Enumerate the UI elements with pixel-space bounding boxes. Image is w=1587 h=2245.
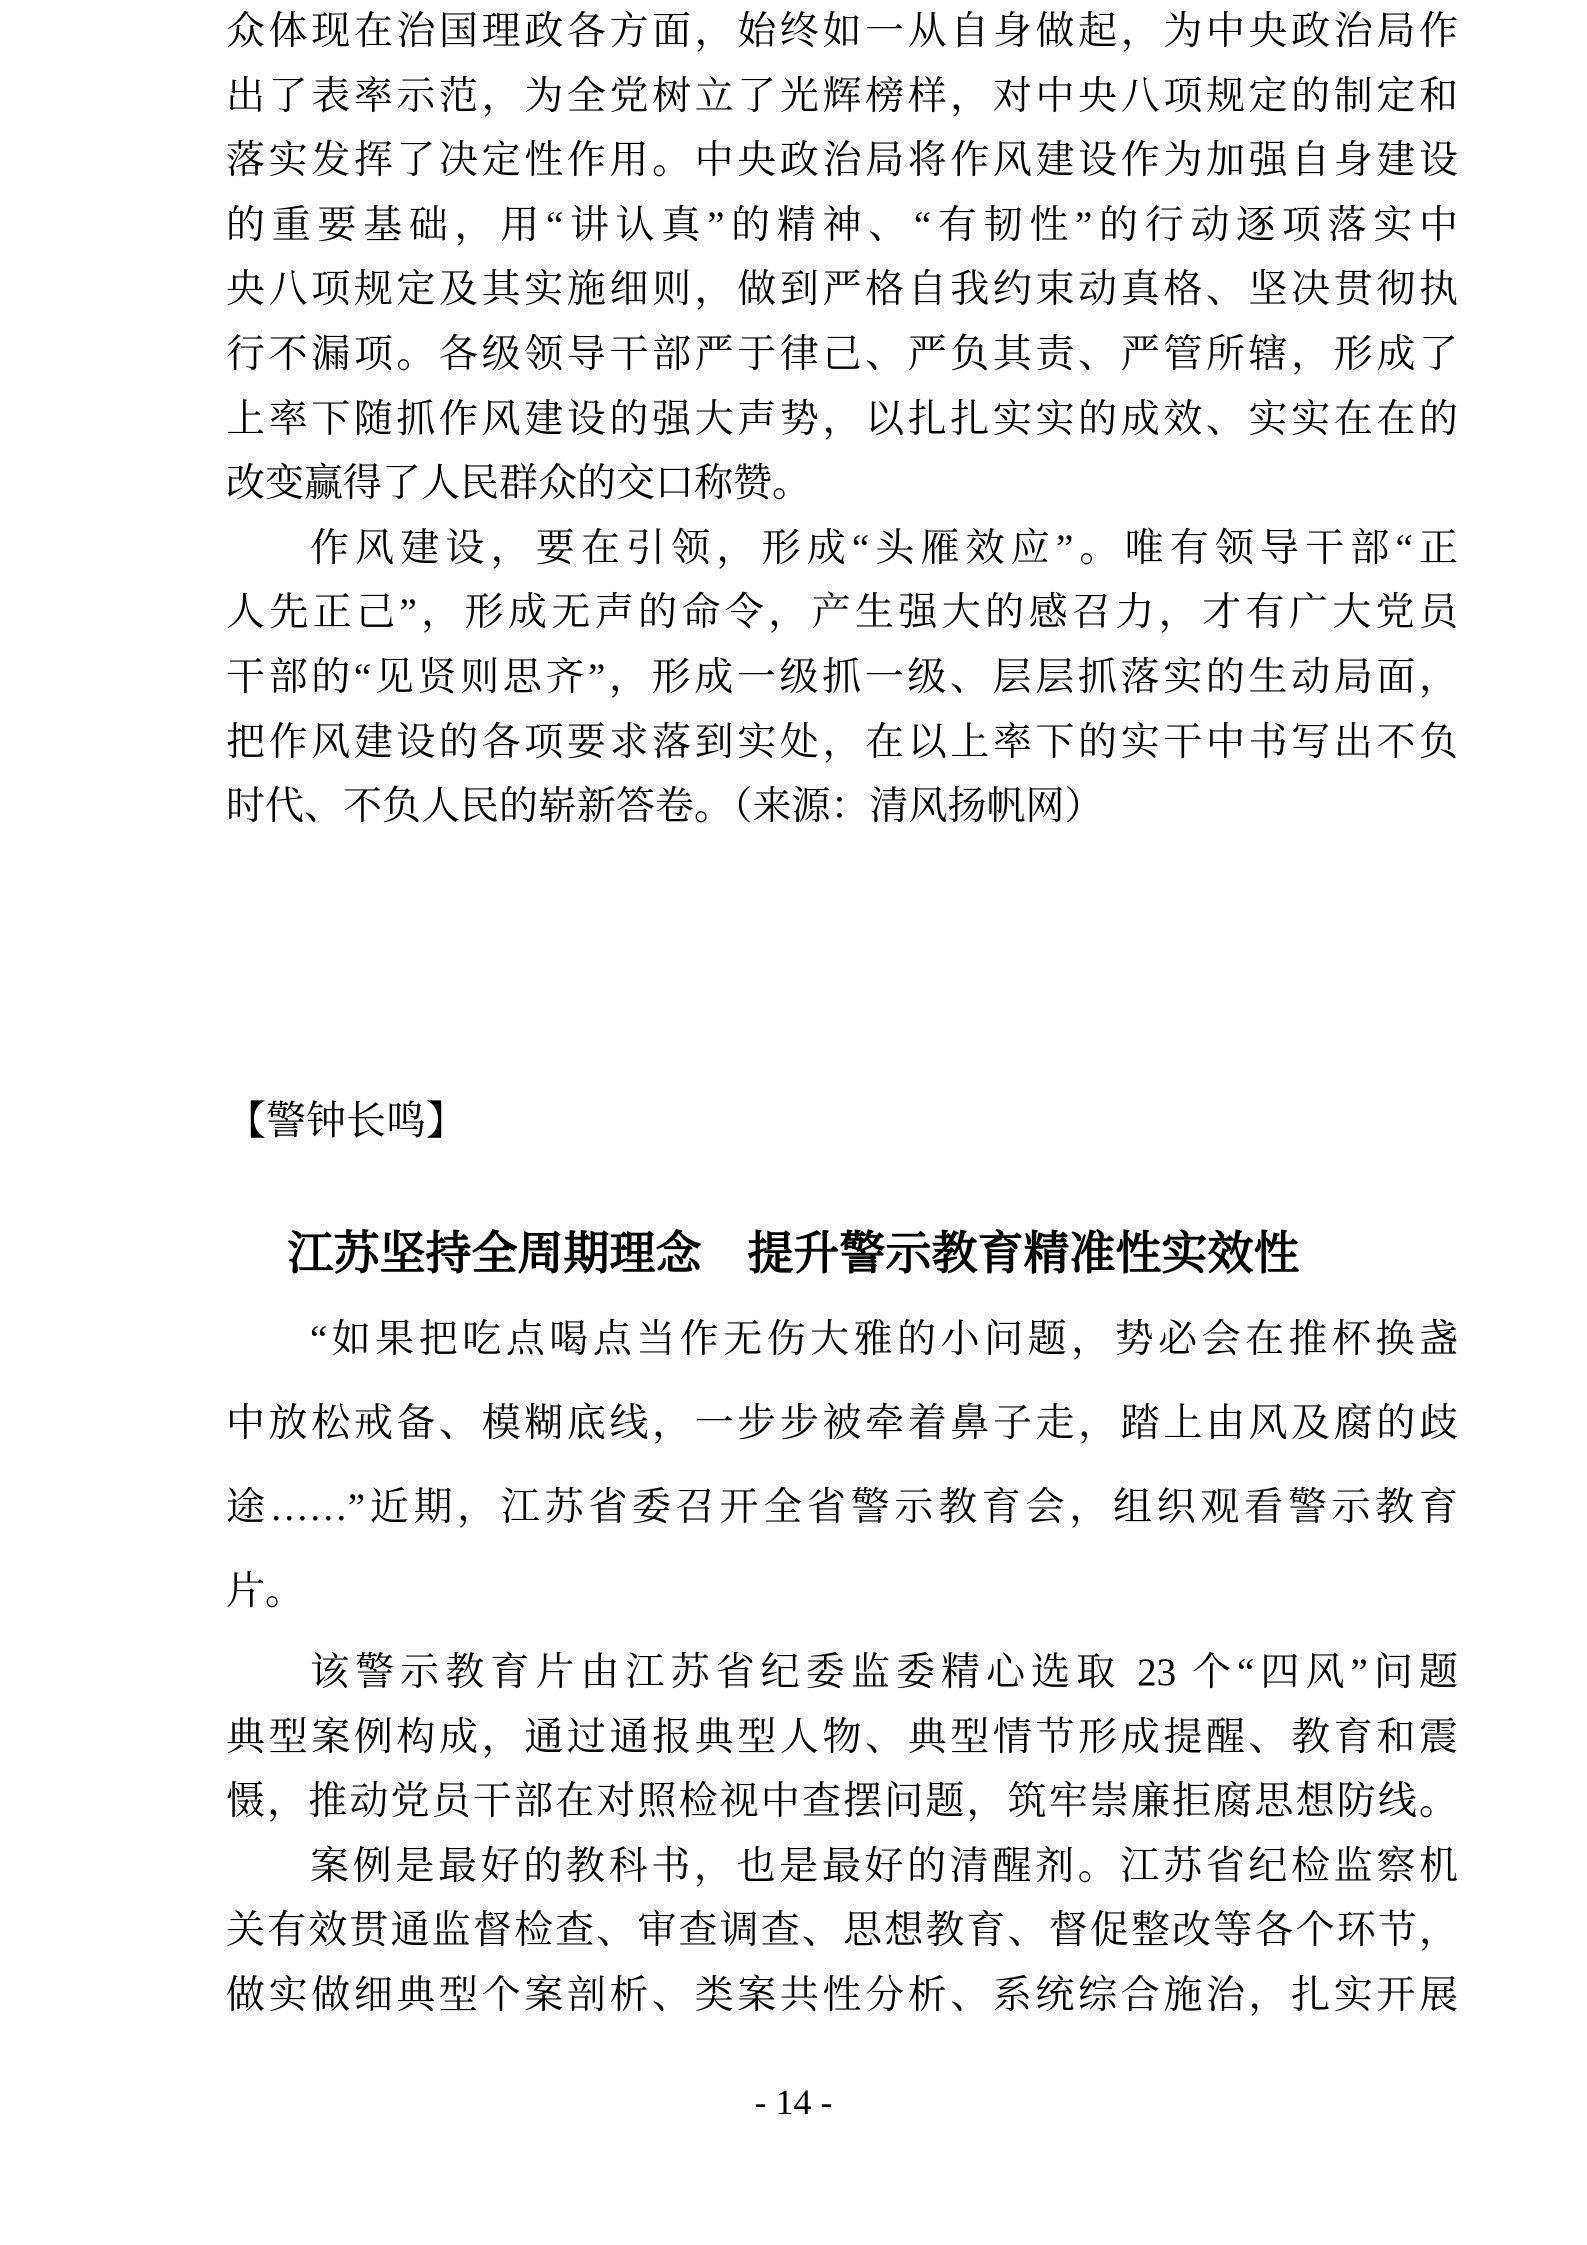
text-line: 中放松戒备、模糊底线，一步步被牵着鼻子走，踏上由风及腐的歧 [226, 1402, 1458, 1445]
text-line: 关有效贯通监督检查、审查调查、思想教育、督促整改等各个环节， [226, 1909, 1458, 1953]
text-line: “如果把吃点喝点当作无伤大雅的小问题，势必会在推杯换盏 [310, 1318, 1458, 1361]
text-line: 上率下随抓作风建设的强大声势，以扎扎实实的成效、实实在在的 [226, 397, 1458, 441]
text-line: 片。 [226, 1570, 305, 1613]
section-header-jingzhong-changming: 【警钟长鸣】 [226, 1098, 466, 1143]
paragraph-zuofeng-jianshe [226, 517, 1458, 840]
article-title: 江苏坚持全周期理念 提升警示教育精准性实效性 [287, 1228, 1300, 1279]
text-line: 人先正己”，形成无声的命令，产生强大的感召力，才有广大党员 [226, 591, 1458, 635]
text-line: 作风建设，要在引领，形成“头雁效应”。唯有领导干部“正 [310, 526, 1458, 570]
text-line: 做实做细典型个案剖析、类案共性分析、系统综合施治，扎实开展 [226, 1973, 1458, 2017]
text-line: 出了表率示范，为全党树立了光辉榜样，对中央八项规定的制定和 [226, 74, 1458, 118]
text-line: 途……”近期，江苏省委召开全省警示教育会，组织观看警示教育 [226, 1486, 1458, 1529]
text-line: 典型案例构成，通过通报典型人物、典型情节形成提醒、教育和震 [226, 1715, 1458, 1759]
text-line: 案例是最好的教科书，也是最好的清醒剂。江苏省纪检监察机 [310, 1844, 1458, 1888]
text-line: 慑，推动党员干部在对照检视中查摆问题，筑牢崇廉拒腐思想防线。 [226, 1780, 1458, 1824]
paragraph-quote-lead [226, 1298, 1458, 1634]
text-line: 该警示教育片由江苏省纪委监委精心选取 23 个“四风”问题 [310, 1651, 1458, 1694]
text-line: 改变赢得了人民群众的交口称赞。 [226, 462, 812, 506]
paragraph-continuation [226, 0, 1458, 517]
text-line: 行不漏项。各级领导干部严于律己、严负其责、严管所辖，形成了 [226, 332, 1458, 376]
text-line: 的重要基础，用“讲认真”的精神、“有韧性”的行动逐项落实中 [226, 203, 1458, 247]
text-line: 落实发挥了决定性作用。中央政治局将作风建设作为加强自身建设 [226, 139, 1458, 183]
body-text-bottom [226, 1641, 1458, 2029]
page-number: - 14 - [754, 2082, 833, 2122]
paragraph-case-textbook [226, 1835, 1458, 2029]
text-line: 央八项规定及其实施细则，做到严格自我约束动真格、坚决贯彻执 [226, 268, 1458, 312]
text-line: 干部的“见贤则思齐”，形成一级抓一级、层层抓落实的生动局面， [226, 655, 1458, 699]
text-line: 众体现在治国理政各方面，始终如一从自身做起，为中央政治局作 [226, 10, 1458, 53]
text-line: 时代、不负人民的崭新答卷。（来源：清风扬帆网） [226, 785, 1104, 829]
body-text-top [226, 0, 1458, 840]
text-line: 把作风建设的各项要求落到实处，在以上率下的实干中书写出不负 [226, 720, 1458, 764]
paragraph-education-film [226, 1641, 1458, 1835]
